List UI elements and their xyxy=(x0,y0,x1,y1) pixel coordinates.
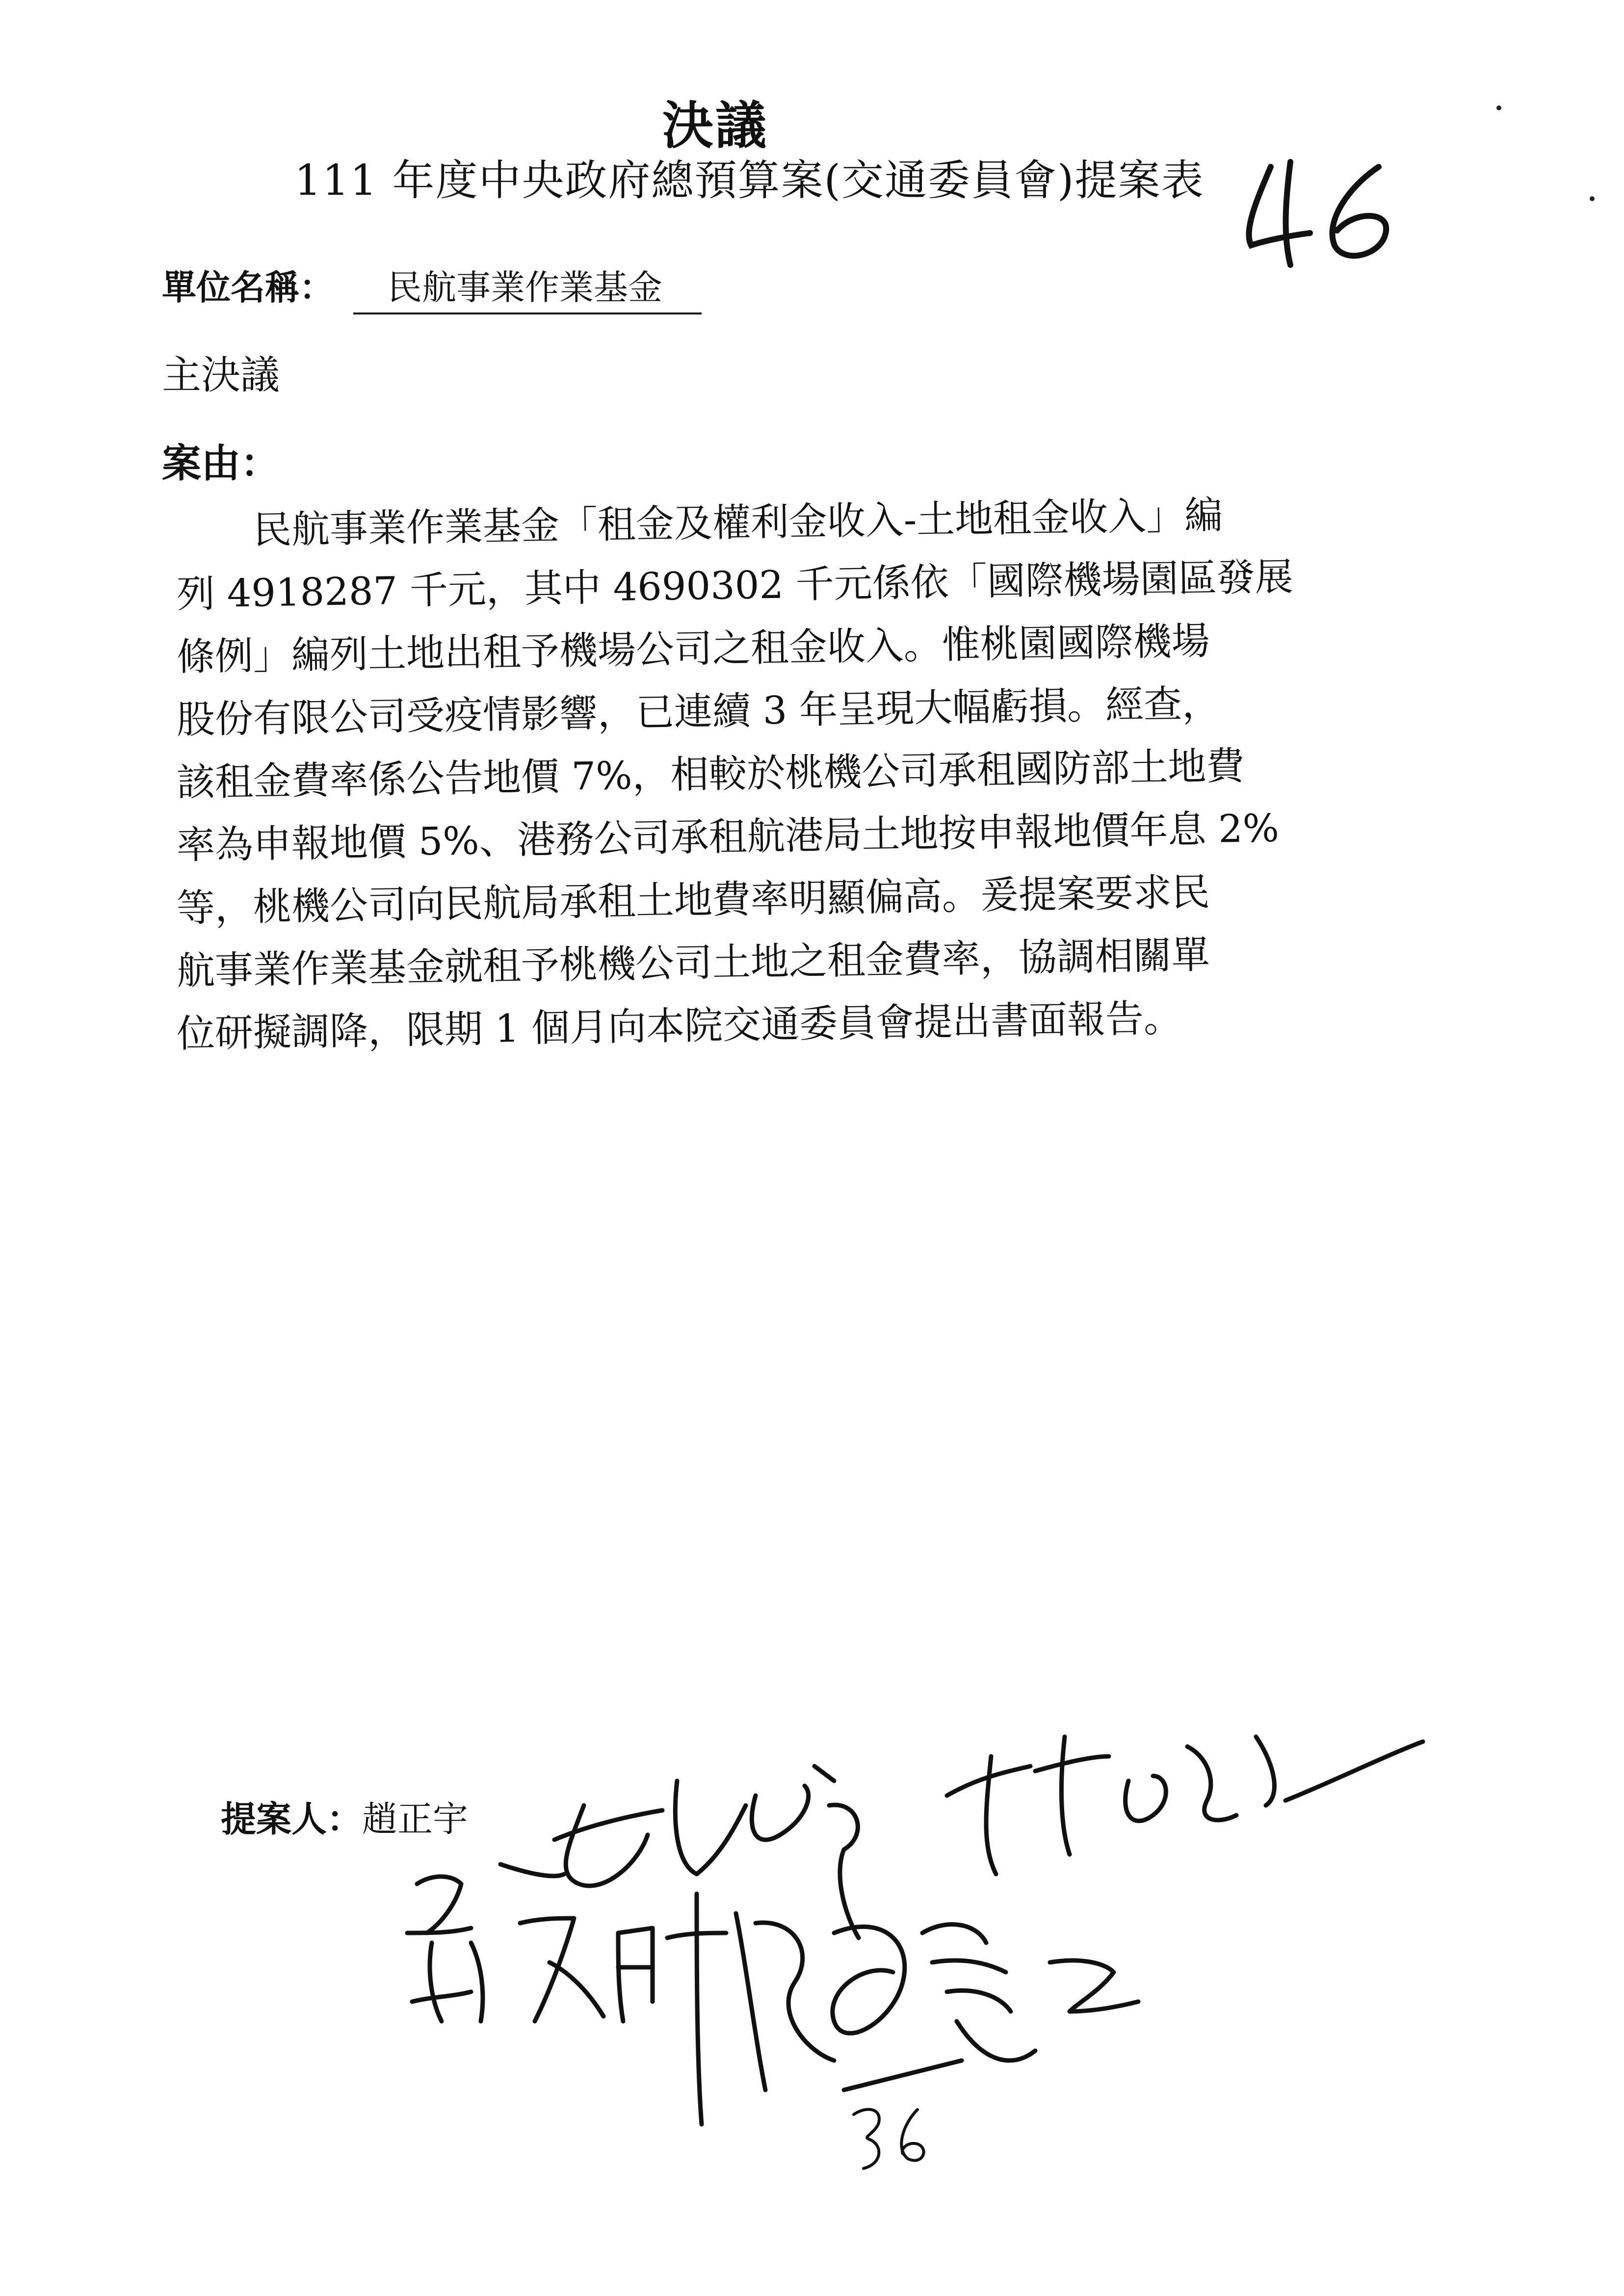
handwritten-signatures xyxy=(0,1619,1624,2257)
main-resolution-heading: 主決議 xyxy=(162,352,280,398)
body-line: 位研擬調降，限期 1 個月向本院交通委員會提出書面報告。 xyxy=(176,996,1182,1056)
signature-1 xyxy=(500,1766,859,1938)
body-line: 列 4918287 千元，其中 4690302 千元係依「國際機場園區發展 xyxy=(176,555,1294,617)
case-heading: 案由： xyxy=(162,441,280,486)
signature-2 xyxy=(947,1737,1423,1874)
unit-value: 民航事業作業基金 xyxy=(353,260,702,314)
body-line: 率為申報地價 5%、港務公司承租航港局土地按申報地價年息 2% xyxy=(176,806,1280,868)
signature-4 xyxy=(736,1913,1138,2090)
document-title: 111 年度中央政府總預算案(交通委員會)提案表 xyxy=(294,156,1205,205)
body-line: 條例」編列土地出租予機場公司之租金收入。惟桃園國際機場 xyxy=(176,619,1210,679)
handwritten-number-46 xyxy=(1236,147,1398,270)
scan-speck xyxy=(1496,105,1501,110)
unit-label: 單位名稱： xyxy=(162,267,334,308)
body-line: 民航事業作業基金「租金及權利金收入-土地租金收入」編 xyxy=(176,493,1223,554)
proposer-label: 提案人： xyxy=(221,1799,363,1840)
body-line: 等，桃機公司向民航局承租土地費率明顯偏高。爰提案要求民 xyxy=(176,870,1210,931)
scan-speck xyxy=(1590,196,1595,201)
unit-row xyxy=(162,260,702,314)
signature-3 xyxy=(407,1877,726,2124)
body-line: 航事業作業基金就租予桃機公司土地之租金費率，協調相關單 xyxy=(176,933,1210,993)
proposer-name: 趙正宇 xyxy=(362,1799,469,1840)
body-line: 該租金費率係公告地價 7%，相較於桃機公司承租國防部土地費 xyxy=(176,744,1245,805)
case-body xyxy=(176,493,1379,1066)
resolution-stamp: 決議 xyxy=(662,95,769,156)
body-line: 股份有限公司受疫情影響，已連續 3 年呈現大幅虧損。經查， xyxy=(176,681,1221,742)
handwritten-page-mark xyxy=(854,2110,924,2168)
